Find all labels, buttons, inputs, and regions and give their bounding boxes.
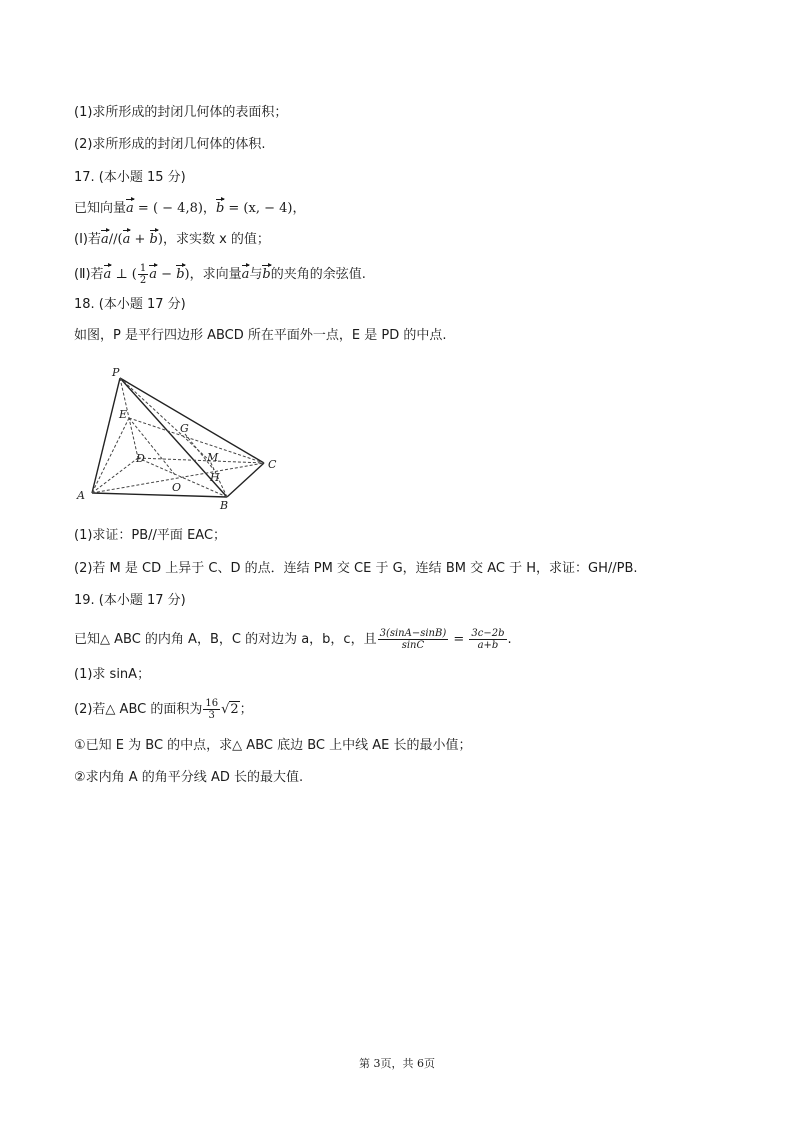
q16-part2: (2)求所形成的封闭几何体的体积. [74, 137, 266, 152]
edge-pa [92, 378, 120, 493]
q16-part1: (1)求所形成的封闭几何体的表面积； [74, 105, 288, 120]
label-b: B [220, 499, 229, 510]
q19-part2: (2)若△ ABC 的面积为 $\frac{16}{3}$ √2； [74, 698, 253, 721]
label-a: A [77, 489, 85, 502]
edge-pm [120, 378, 210, 461]
label-p: P [112, 366, 120, 379]
pyramid-figure [72, 360, 292, 510]
label-c: C [268, 458, 277, 471]
edge-ea [92, 418, 129, 493]
label-h: H [210, 471, 220, 484]
page-footer: 第 3页，共 6页 [359, 1057, 435, 1070]
edge-eo [129, 418, 176, 476]
label-o: O [172, 481, 182, 494]
q19-header: 19. (本小题 17 分) [74, 593, 186, 608]
label-e: E [119, 408, 128, 421]
edge-ec [129, 418, 264, 463]
fraction-sin: $\frac{3(\sin A-\sin B)}{\sin C}$ [379, 628, 447, 651]
vector-a: a [126, 201, 134, 216]
q18-header: 18. (本小题 17 分) [74, 297, 186, 312]
q18-stem: 如图，P 是平行四边形 ABCD 所在平面外一点，E 是 PD 的中点. [74, 328, 447, 343]
sqrt-two: √2 [221, 702, 239, 717]
label-g: G [180, 422, 189, 435]
q19-sub2: ②求内角 A 的角平分线 AD 长的最大值. [74, 770, 304, 785]
edge-dc [138, 458, 264, 463]
q19-sub1: ①已知 E 为 BC 的中点，求△ ABC 底边 BC 上中线 AE 长的最小值； [74, 738, 472, 753]
q18-part1: (1)求证：PB//平面 EAC； [74, 528, 227, 543]
fraction-one-half: $\frac{1}{2}$ [139, 263, 147, 286]
vector-b: b [215, 201, 225, 216]
q17-header: 17. (本小题 15 分) [74, 170, 186, 185]
q17-stem: 已知向量a = ( − 4,8)，b = (x, − 4)， [74, 201, 306, 216]
q19-part1: (1)求 sinA； [74, 667, 151, 682]
fraction-area: $\frac{16}{3}$ [205, 698, 219, 721]
label-m: M [207, 451, 219, 464]
edge-pc [120, 378, 264, 463]
q19-stem: 已知△ ABC 的内角 A，B，C 的对边为 a，b，c，且 $\frac{3(\sin A-\sin B)}{\sin C}$ = $\frac{3c-2b}{a+b}$ . [74, 628, 512, 651]
edge-ab [92, 493, 227, 497]
q17-part2: (Ⅱ)若a ⊥ ( $\frac{1}{2}$ a − b)，求向量a与b的夹角的余弦值. [74, 263, 366, 286]
q17-part1: (Ⅰ)若a//(a + b)，求实数 x 的值； [74, 232, 270, 247]
fraction-sides: $\frac{3c-2b}{a+b}$ [471, 628, 505, 651]
q18-part2: (2)若 M 是 CD 上异于 C、D 的点．连结 PM 交 CE 于 G，连结 BM 交 AC 于 H，求证：GH//PB. [74, 561, 638, 576]
label-d: D [136, 452, 145, 465]
